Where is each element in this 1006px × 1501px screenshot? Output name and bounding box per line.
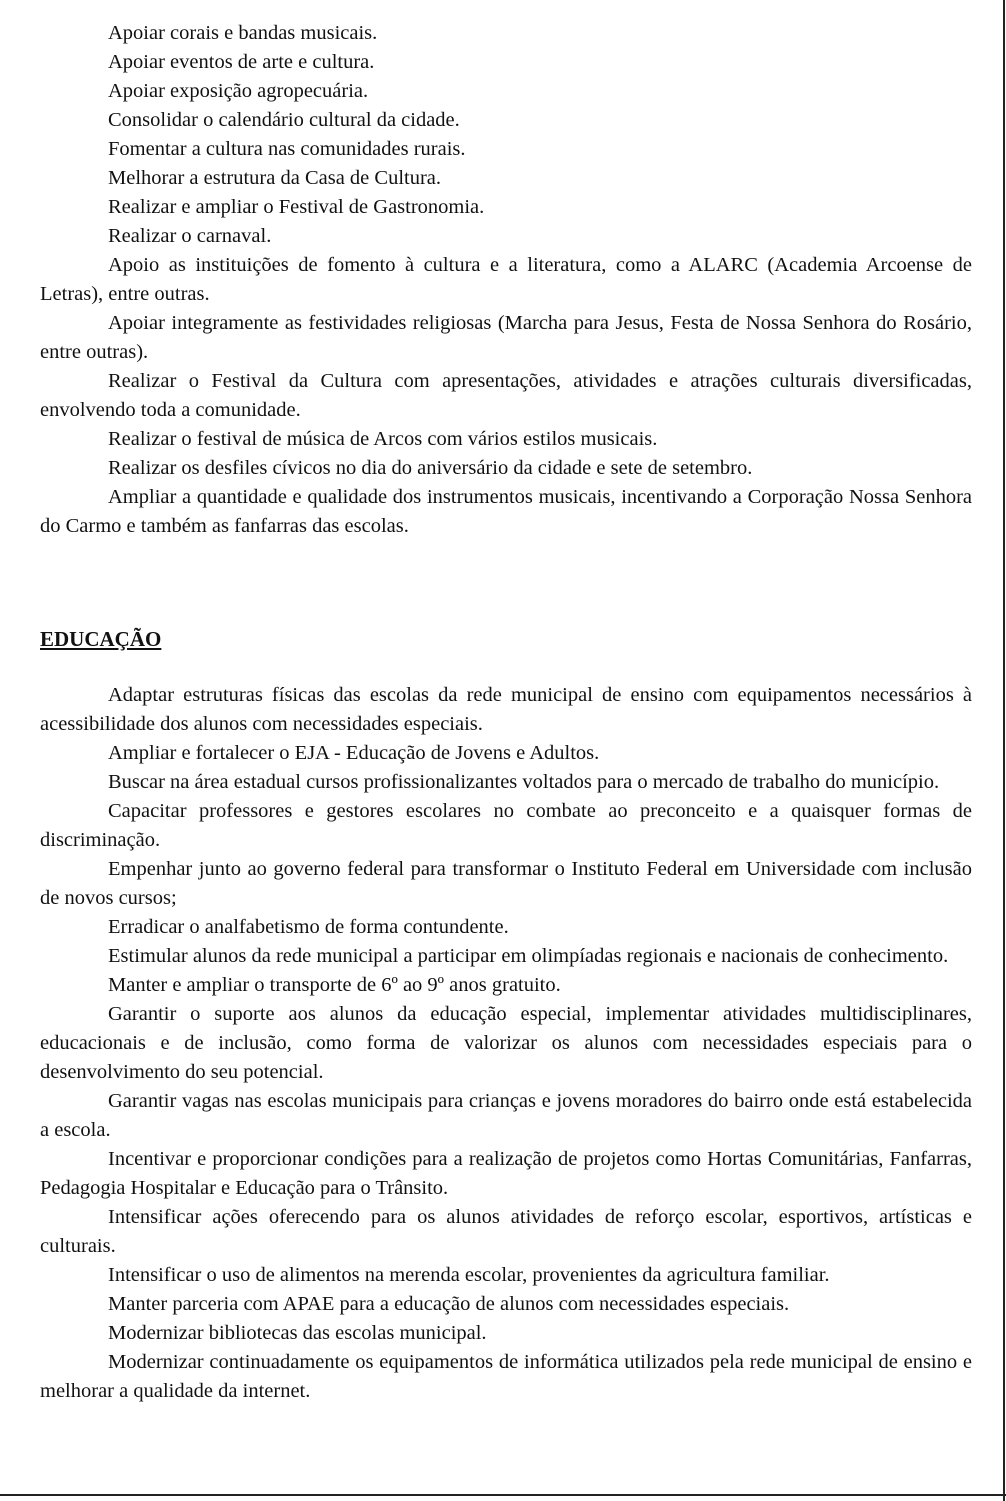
list-item	[40, 942, 972, 971]
list-item-text: Empenhar junto ao governo federal para transformar o Instituto Federal em Universidade com inclusão de novos cursos;	[40, 858, 972, 909]
list-item	[40, 1145, 972, 1203]
page-border-bottom	[0, 1494, 1006, 1496]
list-item-text: Ampliar e fortalecer o EJA - Educação de Jovens e Adultos.	[108, 742, 600, 764]
list-item	[40, 797, 972, 855]
list-item-text: Garantir o suporte aos alunos da educação especial, implementar atividades multidisciplinares, educacionais e de inclusão, como forma de valorizar os alunos com necessidades especiais para o desenvolvimento do seu potencial.	[40, 1003, 972, 1083]
list-item-text: Realizar o carnaval.	[108, 225, 272, 247]
list-item	[40, 19, 972, 48]
list-item-text: Apoiar eventos de arte e cultura.	[108, 51, 375, 73]
list-item	[40, 1261, 972, 1290]
list-item	[40, 483, 972, 541]
section-heading-educacao: EDUCAÇÃO	[40, 627, 162, 651]
list-item-text: Manter parceria com APAE para a educação de alunos com necessidades especiais.	[108, 1293, 790, 1315]
list-item-text: Ampliar a quantidade e qualidade dos instrumentos musicais, incentivando a Corporação Nossa Senhora do Carmo e também as fanfarras das escolas.	[40, 486, 972, 537]
list-item	[40, 971, 972, 1000]
list-item	[40, 309, 972, 367]
list-item	[40, 251, 972, 309]
list-item-text: Modernizar bibliotecas das escolas municipal.	[108, 1322, 487, 1344]
list-item	[40, 1348, 972, 1406]
list-item	[40, 367, 972, 425]
list-item-text: Modernizar continuadamente os equipamentos de informática utilizados pela rede municipal de ensino e melhorar a qualidade da internet.	[40, 1351, 972, 1402]
list-item-text: Buscar na área estadual cursos profissionalizantes voltados para o mercado de trabalho do município.	[108, 771, 940, 793]
list-item-text: Realizar o festival de música de Arcos com vários estilos musicais.	[108, 428, 658, 450]
list-item-text: Capacitar professores e gestores escolares no combate ao preconceito e a quaisquer formas de discriminação.	[40, 800, 972, 851]
list-item	[40, 1290, 972, 1319]
list-item-text: Realizar o Festival da Cultura com apresentações, atividades e atrações culturais diversificadas, envolvendo toda a comunidade.	[40, 370, 972, 421]
list-item-text: Realizar os desfiles cívicos no dia do aniversário da cidade e sete de setembro.	[108, 457, 753, 479]
list-item-text: Apoio as instituições de fomento à cultura e a literatura, como a ALARC (Academia Arcoense de Letras), entre outras.	[40, 254, 972, 305]
education-bullet-list	[40, 681, 972, 1406]
list-item-text: Intensificar ações oferecendo para os alunos atividades de reforço escolar, esportivos, artísticas e culturais.	[40, 1206, 972, 1257]
list-item-text: Consolidar o calendário cultural da cidade.	[108, 109, 460, 131]
list-item-text: Apoiar corais e bandas musicais.	[108, 22, 378, 44]
list-item	[40, 164, 972, 193]
list-item-text: Manter e ampliar o transporte de 6º ao 9º anos gratuito.	[108, 974, 561, 996]
culture-bullet-list	[40, 19, 972, 541]
list-item-text: Realizar e ampliar o Festival de Gastronomia.	[108, 196, 485, 218]
list-item	[40, 681, 972, 739]
list-item	[40, 454, 972, 483]
list-item	[40, 77, 972, 106]
list-item	[40, 913, 972, 942]
list-item	[40, 222, 972, 251]
list-item-text: Adaptar estruturas físicas das escolas da rede municipal de ensino com equipamentos necessários à acessibilidade dos alunos com necessidades especiais.	[40, 684, 972, 735]
list-item	[40, 1000, 972, 1087]
list-item	[40, 739, 972, 768]
list-item-text: Apoiar exposição agropecuária.	[108, 80, 369, 102]
list-item-text: Apoiar integramente as festividades religiosas (Marcha para Jesus, Festa de Nossa Senhora do Rosário, entre outras).	[40, 312, 972, 363]
list-item	[40, 425, 972, 454]
page-border-right	[1003, 0, 1005, 1501]
list-item	[40, 1319, 972, 1348]
list-item-text: Garantir vagas nas escolas municipais para crianças e jovens moradores do bairro onde está estabelecida a escola.	[40, 1090, 972, 1141]
list-item	[40, 135, 972, 164]
list-item	[40, 855, 972, 913]
list-item-text: Erradicar o analfabetismo de forma contundente.	[108, 916, 509, 938]
list-item	[40, 768, 972, 797]
list-item-text: Fomentar a cultura nas comunidades rurais.	[108, 138, 466, 160]
list-item	[40, 193, 972, 222]
list-item	[40, 106, 972, 135]
list-item-text: Intensificar o uso de alimentos na merenda escolar, provenientes da agricultura familiar.	[108, 1264, 830, 1286]
list-item	[40, 1203, 972, 1261]
list-item	[40, 1087, 972, 1145]
list-item-text: Estimular alunos da rede municipal a participar em olimpíadas regionais e nacionais de conhecimento.	[108, 945, 949, 967]
list-item-text: Melhorar a estrutura da Casa de Cultura.	[108, 167, 442, 189]
list-item	[40, 48, 972, 77]
list-item-text: Incentivar e proporcionar condições para a realização de projetos como Hortas Comunitárias, Fanfarras, Pedagogia Hospitalar e Educação para o Trânsito.	[40, 1148, 972, 1199]
